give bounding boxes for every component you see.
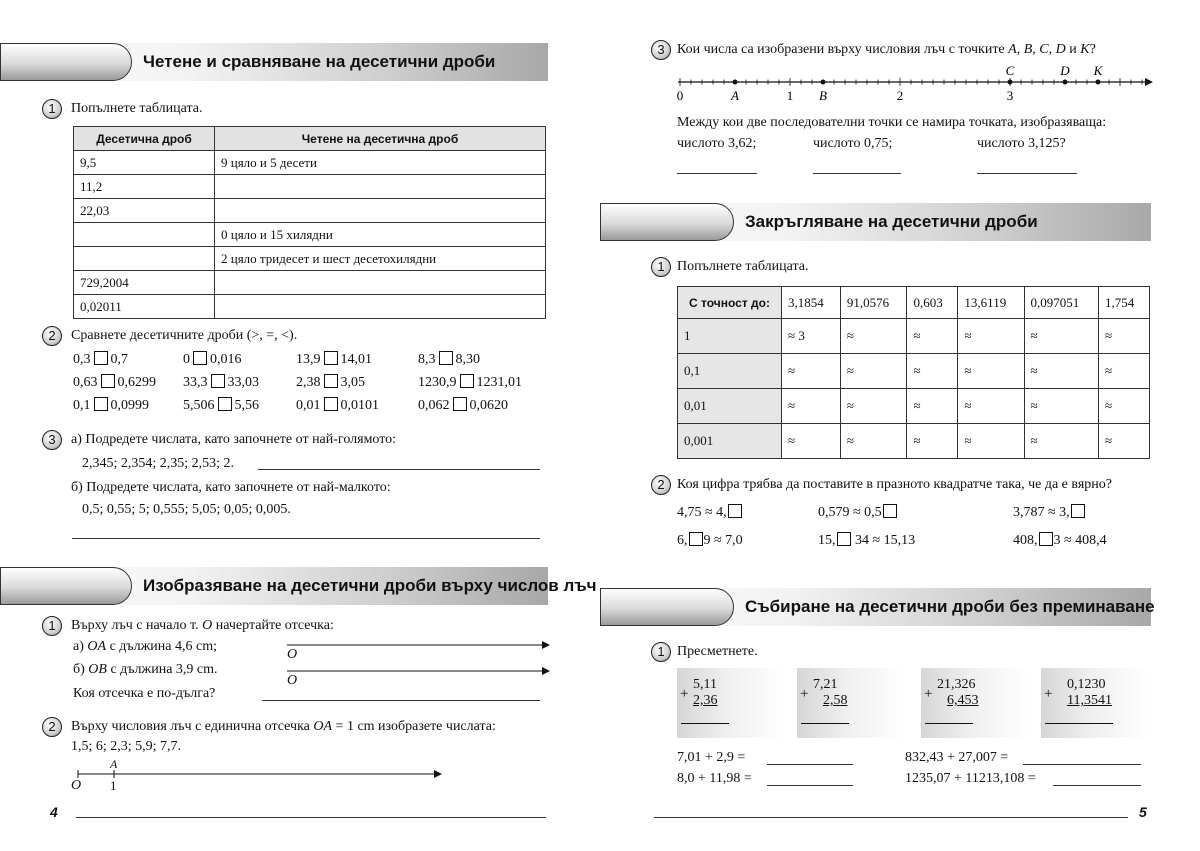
rounding-table — [677, 286, 1150, 459]
answer-line[interactable] — [1023, 764, 1141, 765]
table-cell[interactable]: ≈ — [840, 424, 907, 459]
page-number: 5 — [1139, 804, 1147, 820]
expression: 832,43 + 27,007 = — [905, 750, 1009, 765]
point-label: D — [1060, 64, 1070, 78]
table-cell[interactable]: ≈ — [1024, 354, 1098, 389]
comparison-pair — [73, 351, 128, 368]
point-label: K — [1080, 42, 1090, 57]
addend-bottom: 11,3541 — [1067, 693, 1112, 708]
point-marker — [1063, 80, 1068, 85]
answer-line[interactable] — [677, 173, 757, 174]
task-b-text — [73, 662, 218, 678]
table-header: С точност до: — [678, 287, 782, 319]
axis-label: 3 — [1006, 88, 1014, 103]
right-value: 0,0101 — [340, 398, 379, 413]
task-number: 2 — [42, 717, 62, 737]
left-value: 13,9 — [296, 352, 321, 367]
table-cell[interactable]: ≈ — [1024, 319, 1098, 354]
table-cell[interactable]: ≈ — [958, 424, 1024, 459]
table-cell[interactable]: ≈ — [840, 354, 907, 389]
tick-label-1: 1 — [110, 778, 117, 793]
plus-sign: + — [800, 686, 809, 702]
task-a-text — [73, 639, 217, 655]
ray-b-arrow — [542, 667, 550, 675]
origin-label: O — [71, 778, 82, 793]
answer-box[interactable] — [94, 397, 108, 411]
table-header: 91,0576 — [840, 287, 907, 319]
table-cell[interactable]: ≈ — [907, 424, 958, 459]
comparison-pair — [418, 374, 522, 391]
table-cell[interactable]: ≈ — [782, 424, 841, 459]
expression: 1235,07 + 11213,108 = — [905, 771, 1036, 786]
point-label-a: A — [110, 757, 118, 771]
task-number: 3 — [42, 430, 62, 450]
table-header: 0,097051 — [1024, 287, 1098, 319]
task-text: Попълнете таблицата. — [677, 259, 809, 274]
text-part: с дължина 4,6 cm; — [106, 639, 217, 654]
section-header-reading-comparing — [0, 43, 548, 81]
ray-a-arrow — [542, 641, 550, 649]
plus-sign: + — [680, 686, 689, 702]
answer-box[interactable] — [460, 374, 474, 388]
text-part: с дължина 3,9 cm. — [106, 662, 218, 677]
comparison-pair — [73, 397, 149, 414]
answer-line[interactable] — [767, 764, 853, 765]
right-value: 33,03 — [227, 375, 259, 390]
table-row — [74, 175, 546, 199]
text-part: Върху числовия лъч с единична отсечка — [71, 719, 314, 734]
task-text: Попълнете таблицата. — [71, 101, 203, 116]
table-row — [678, 319, 1150, 354]
answer-line[interactable] — [72, 538, 540, 539]
task-text — [71, 618, 334, 634]
table-header-row — [678, 287, 1150, 319]
point-label: C — [1005, 64, 1015, 78]
precision-label: 0,01 — [678, 389, 782, 424]
table-cell: 0 цяло и 15 хилядни — [215, 223, 546, 247]
answer-box[interactable] — [324, 351, 338, 365]
right-value: 0,0999 — [110, 398, 149, 413]
point-label: B — [819, 88, 827, 103]
point-marker — [821, 80, 826, 85]
table-cell[interactable]: ≈ — [907, 389, 958, 424]
task-text: Коя цифра трябва да поставите в празното квадратче така, че да е вярно? — [677, 477, 1112, 492]
digit-expression — [677, 532, 743, 549]
answer-box[interactable] — [193, 351, 207, 365]
expression: 8,0 + 11,98 = — [677, 771, 752, 786]
table-header: Десетична дроб — [74, 127, 215, 151]
left-value: 1230,9 — [418, 375, 457, 390]
digit-expression — [818, 504, 898, 521]
left-value: 0,63 — [73, 375, 98, 390]
question-text: Коя отсечка е по-дълга? — [73, 686, 216, 701]
comparison-pair — [418, 397, 508, 414]
expr-pre: 408, — [1013, 533, 1038, 548]
points-list: A, B, C, D — [1008, 42, 1066, 57]
rays-drawing — [280, 636, 550, 692]
answer-box[interactable] — [101, 374, 115, 388]
number-ray-1cm — [74, 766, 444, 782]
left-value: 0,01 — [296, 398, 321, 413]
digit-box[interactable] — [883, 504, 897, 518]
right-value: 14,01 — [340, 352, 372, 367]
task-number: 1 — [42, 616, 62, 636]
segment-label: OA — [87, 639, 107, 654]
comparison-pair — [183, 397, 259, 414]
digit-box[interactable] — [1039, 532, 1053, 546]
answer-box[interactable] — [211, 374, 225, 388]
segment-label: OA — [313, 719, 333, 734]
text-part: б) — [73, 662, 89, 677]
task-number: 1 — [651, 642, 671, 662]
table-cell[interactable]: ≈ — [1024, 424, 1098, 459]
task-b-numbers: 0,5; 0,55; 5; 0,555; 5,05; 0,05; 0,005. — [82, 502, 291, 517]
left-value: 8,3 — [418, 352, 436, 367]
page-number: 4 — [50, 804, 58, 820]
right-value: 5,56 — [234, 398, 259, 413]
table-cell[interactable]: ≈ — [1024, 389, 1098, 424]
text-part: ? — [1089, 42, 1096, 57]
question-item: числото 0,75; — [813, 136, 893, 151]
footer-line — [654, 817, 1128, 818]
table-cell[interactable]: ≈ — [958, 319, 1024, 354]
point-label: K — [1093, 64, 1103, 78]
comparison-pair — [296, 397, 379, 414]
table-cell[interactable]: ≈ — [1098, 319, 1149, 354]
table-cell[interactable] — [215, 271, 546, 295]
comparison-pair — [183, 374, 259, 391]
answer-line[interactable] — [262, 700, 540, 701]
table-row — [678, 354, 1150, 389]
header-tab — [0, 43, 132, 81]
answer-box[interactable] — [218, 397, 232, 411]
ray-arrow — [434, 770, 442, 778]
right-value: 0,7 — [110, 352, 128, 367]
left-value: 0,062 — [418, 398, 450, 413]
text-part: Върху лъч с начало т. — [71, 618, 203, 633]
right-value: 8,30 — [455, 352, 480, 367]
axis-label: 1 — [786, 88, 794, 103]
left-value: 0 — [183, 352, 190, 367]
answer-box[interactable] — [324, 374, 338, 388]
task-b-text: б) Подредете числата, като започнете от най-малкото: — [71, 480, 391, 495]
point-label: A — [731, 88, 739, 103]
table-header: 1,754 — [1098, 287, 1149, 319]
result-line[interactable] — [801, 723, 849, 724]
task-text — [677, 42, 1096, 58]
table-cell[interactable]: ≈ — [1098, 389, 1149, 424]
addition-problem — [1041, 668, 1149, 738]
expr-pre: 6, — [677, 533, 688, 548]
plus-sign: + — [924, 686, 933, 702]
table-row — [74, 247, 546, 271]
comparison-pair — [296, 374, 365, 391]
expr-pre: 3,787 ≈ 3, — [1013, 505, 1070, 520]
result-line[interactable] — [925, 723, 973, 724]
task-text — [71, 719, 496, 735]
result-line[interactable] — [681, 723, 729, 724]
table-cell[interactable]: ≈ — [958, 354, 1024, 389]
section-header-number-ray — [0, 567, 597, 605]
table-cell: 9,5 — [74, 151, 215, 175]
decimal-reading-table — [73, 126, 546, 319]
answer-line[interactable] — [813, 173, 901, 174]
expr-pre: 4,75 ≈ 4, — [677, 505, 727, 520]
text-part: а) — [73, 639, 88, 654]
answer-box[interactable] — [94, 351, 108, 365]
comparison-pair — [296, 351, 372, 368]
segment-label: OB — [88, 662, 107, 677]
table-cell: 9 цяло и 5 десети — [215, 151, 546, 175]
answer-line[interactable] — [258, 469, 540, 470]
section-title: Събиране на десетични дроби без преминаване — [745, 597, 1155, 616]
table-cell: 22,03 — [74, 199, 215, 223]
table-cell[interactable]: ≈ — [958, 389, 1024, 424]
addend-top: 0,1230 — [1067, 677, 1106, 692]
left-value: 0,3 — [73, 352, 91, 367]
left-value: 33,3 — [183, 375, 208, 390]
header-tab — [600, 203, 734, 241]
addend-top: 5,11 — [693, 677, 717, 692]
table-row — [74, 295, 546, 319]
table-cell[interactable] — [74, 247, 215, 271]
table-header: Четене на десетична дроб — [215, 127, 546, 151]
task-number: 3 — [651, 40, 671, 60]
section-title: Закръгляване на десетични дроби — [745, 212, 1038, 231]
axis-label: 0 — [676, 88, 684, 103]
task-number: 2 — [42, 326, 62, 346]
comparison-pair — [418, 351, 480, 368]
task-number: 1 — [651, 257, 671, 277]
table-cell[interactable] — [74, 223, 215, 247]
precision-label: 0,001 — [678, 424, 782, 459]
table-cell[interactable]: ≈ — [907, 354, 958, 389]
footer-line — [76, 817, 546, 818]
table-cell[interactable] — [215, 199, 546, 223]
table-row — [678, 424, 1150, 459]
digit-box[interactable] — [728, 504, 742, 518]
answer-box[interactable] — [324, 397, 338, 411]
task-text: Сравнете десетичните дроби (>, =, <). — [71, 328, 298, 343]
right-value: 3,05 — [340, 375, 365, 390]
table-header: 0,603 — [907, 287, 958, 319]
number-ray-points — [670, 64, 1160, 106]
addition-problem — [921, 668, 1029, 738]
expr-post: 34 ≈ 15,13 — [851, 533, 916, 548]
table-cell[interactable] — [215, 175, 546, 199]
comparison-pair — [183, 351, 242, 368]
table-cell[interactable] — [215, 295, 546, 319]
addend-bottom: 6,453 — [947, 693, 979, 708]
question-item: числото 3,62; — [677, 136, 757, 151]
text-part: Кои числа са изобразени върху числовия лъч с точките — [677, 42, 1009, 57]
left-value: 0,1 — [73, 398, 91, 413]
right-value: 0,6299 — [117, 375, 156, 390]
answer-box[interactable] — [453, 397, 467, 411]
task-number: 2 — [651, 475, 671, 495]
ray-origin-label: O — [287, 673, 298, 688]
addition-problem — [677, 668, 785, 738]
section-header-rounding — [600, 203, 1151, 241]
digit-expression — [1013, 504, 1086, 521]
addend-top: 7,21 — [813, 677, 838, 692]
table-cell: 2 цяло тридесет и шест десетохилядни — [215, 247, 546, 271]
table-cell[interactable]: ≈ — [782, 389, 841, 424]
digit-box[interactable] — [837, 532, 851, 546]
table-header: 13,6119 — [958, 287, 1024, 319]
answer-line[interactable] — [977, 173, 1077, 174]
addend-bottom: 2,36 — [693, 693, 718, 708]
right-value: 1231,01 — [476, 375, 522, 390]
axis-label: 2 — [896, 88, 904, 103]
precision-label: 1 — [678, 319, 782, 354]
expr-pre: 0,579 ≈ 0,5 — [818, 505, 882, 520]
answer-line[interactable] — [1053, 785, 1141, 786]
ray-origin-label: O — [287, 647, 298, 662]
point-marker — [733, 80, 738, 85]
table-cell[interactable]: ≈ — [840, 389, 907, 424]
text-part: = 1 cm изобразете числата: — [332, 719, 496, 734]
table-cell[interactable]: ≈ — [840, 319, 907, 354]
table-cell[interactable]: ≈ — [1098, 354, 1149, 389]
header-tab — [0, 567, 132, 605]
question-item: числото 3,125? — [977, 136, 1066, 151]
addend-top: 21,326 — [937, 677, 976, 692]
task-a-text: а) Подредете числата, като започнете от най-голямото: — [71, 432, 397, 447]
point-marker — [1096, 80, 1101, 85]
header-tab — [600, 588, 734, 626]
question-text: Между кои две последователни точки се намира точката, изобразяваща: — [677, 115, 1107, 130]
numbers-list: 1,5; 6; 2,3; 5,9; 7,7. — [71, 739, 182, 754]
table-row — [74, 199, 546, 223]
table-row — [74, 271, 546, 295]
table-cell: 11,2 — [74, 175, 215, 199]
digit-expression — [677, 504, 743, 521]
table-cell: 729,2004 — [74, 271, 215, 295]
table-row — [74, 223, 546, 247]
table-cell: 0,02011 — [74, 295, 215, 319]
ray-arrow — [1145, 78, 1153, 86]
right-value: 0,016 — [210, 352, 242, 367]
digit-box[interactable] — [689, 532, 703, 546]
digit-expression — [1013, 532, 1107, 549]
precision-label: 0,1 — [678, 354, 782, 389]
task-number: 1 — [42, 99, 62, 119]
left-value: 5,506 — [183, 398, 215, 413]
table-cell[interactable]: ≈ 3 — [782, 319, 841, 354]
digit-expression — [818, 532, 915, 549]
expr-post: 9 ≈ 7,0 — [703, 533, 743, 548]
table-row — [678, 389, 1150, 424]
answer-line[interactable] — [767, 785, 853, 786]
table-header: 3,1854 — [782, 287, 841, 319]
text-part: начертайте отсечка: — [212, 618, 334, 633]
expr-pre: 15, — [818, 533, 836, 548]
right-value: 0,0620 — [469, 398, 508, 413]
addition-problem — [797, 668, 905, 738]
result-line[interactable] — [1045, 723, 1113, 724]
section-title: Изобразяване на десетични дроби върху числов лъч — [143, 576, 597, 595]
plus-sign: + — [1044, 686, 1053, 702]
table-cell[interactable]: ≈ — [907, 319, 958, 354]
table-row — [74, 151, 546, 175]
point-label: O — [202, 618, 213, 633]
comparison-pair — [73, 374, 156, 391]
expression: 7,01 + 2,9 = — [677, 750, 746, 765]
expr-post: 3 ≈ 408,4 — [1053, 533, 1107, 548]
text-part: и — [1065, 42, 1081, 57]
digit-box[interactable] — [1071, 504, 1085, 518]
answer-box[interactable] — [439, 351, 453, 365]
section-title: Четене и сравняване на десетични дроби — [143, 52, 496, 71]
table-cell[interactable]: ≈ — [1098, 424, 1149, 459]
task-text: Пресметнете. — [677, 644, 758, 659]
task-a-numbers: 2,345; 2,354; 2,35; 2,53; 2. — [82, 456, 235, 471]
table-cell[interactable]: ≈ — [782, 354, 841, 389]
section-header-addition — [600, 588, 1155, 626]
addend-bottom: 2,58 — [823, 693, 848, 708]
left-value: 2,38 — [296, 375, 321, 390]
point-marker — [1008, 80, 1013, 85]
